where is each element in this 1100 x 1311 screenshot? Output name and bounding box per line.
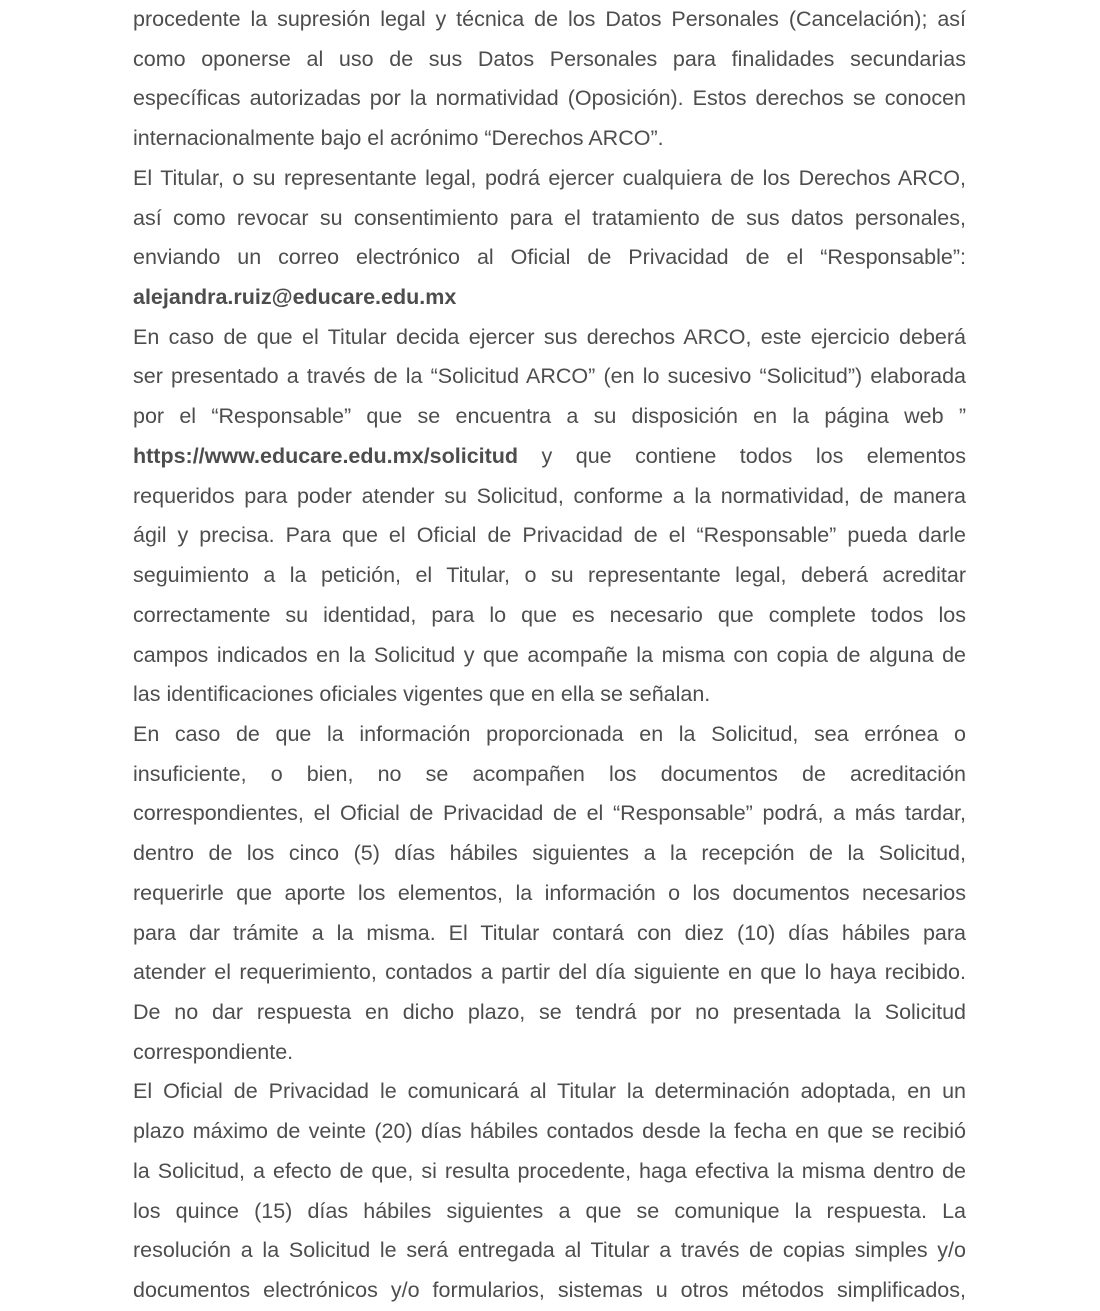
text-run: El Oficial de Privacidad le comunicará al Titular la determinación adoptada, en un <box>133 1079 966 1104</box>
text-line <box>133 357 966 397</box>
text-run: En caso de que la información proporcionada en la Solicitud, sea errónea o <box>133 721 966 746</box>
text-run: las identificaciones oficiales vigentes que en ella se señalan. <box>133 682 711 707</box>
paragraph <box>133 715 966 1072</box>
text-run: requeridos para poder atender su Solicitud, conforme a la normatividad, de manera <box>133 483 966 508</box>
paragraph <box>133 159 966 318</box>
text-line <box>133 159 966 199</box>
text-line <box>133 1112 966 1152</box>
text-run: para dar trámite a la misma. El Titular contará con diez (10) días hábiles para <box>133 920 966 945</box>
text-run: la Solicitud, a efecto de que, si resulta procedente, haga efectiva la misma dentro de <box>133 1158 966 1183</box>
text-run: campos indicados en la Solicitud y que acompañe la misma con copia de alguna de <box>133 642 966 667</box>
text-run: De no dar respuesta en dicho plazo, se tendrá por no presentada la Solicitud <box>133 999 966 1024</box>
text-line <box>133 437 966 477</box>
text-run: así como revocar su consentimiento para el tratamiento de sus datos personales, <box>133 205 966 230</box>
text-line <box>133 993 966 1033</box>
text-line <box>133 755 966 795</box>
text-run: dentro de los cinco (5) días hábiles siguientes a la recepción de la Solicitud, <box>133 841 966 866</box>
text-line <box>133 79 966 119</box>
text-line <box>133 238 966 278</box>
text-line <box>133 1033 966 1073</box>
text-run: correctamente su identidad, para lo que es necesario que complete todos los <box>133 602 966 627</box>
text-line <box>133 596 966 636</box>
text-run: enviando un correo electrónico al Oficial de Privacidad de el “Responsable”: <box>133 245 966 270</box>
text-line <box>133 516 966 556</box>
text-run: como oponerse al uso de sus Datos Personales para finalidades secundarias <box>133 46 966 71</box>
text-line <box>133 636 966 676</box>
text-line <box>133 834 966 874</box>
text-run: correspondientes, el Oficial de Privacidad de el “Responsable” podrá, a más tardar, <box>133 801 966 826</box>
text-run: por el “Responsable” que se encuentra a su disposición en la página web ” <box>133 404 966 429</box>
text-run: insuficiente, o bien, no se acompañen los documentos de acreditación <box>133 761 966 786</box>
text-line <box>133 953 966 993</box>
text-run: los quince (15) días hábiles siguientes a que se comunique la respuesta. La <box>133 1198 966 1223</box>
text-run: y que contiene todos los elementos <box>518 443 966 468</box>
text-run: resolución a la Solicitud le será entregada al Titular a través de copias simples y/o <box>133 1238 966 1263</box>
text-line <box>133 199 966 239</box>
text-line <box>133 715 966 755</box>
text-run: plazo máximo de veinte (20) días hábiles contados desde la fecha en que se recibió <box>133 1119 966 1144</box>
text-run: ser presentado a través de la “Solicitud ARCO” (en lo sucesivo “Solicitud”) elaborada <box>133 364 966 389</box>
text-line <box>133 1231 966 1271</box>
text-run: ágil y precisa. Para que el Oficial de Privacidad de el “Responsable” pueda darle <box>133 523 966 548</box>
text-run: atender el requerimiento, contados a partir del día siguiente en que lo haya recibido. <box>133 960 966 985</box>
text-line <box>133 1192 966 1232</box>
text-run: internacionalmente bajo el acrónimo “Derechos ARCO”. <box>133 126 664 151</box>
text-line <box>133 1072 966 1112</box>
text-line <box>133 0 966 40</box>
text-run: documentos electrónicos y/o formularios, sistemas u otros métodos simplificados, <box>133 1278 966 1302</box>
text-line <box>133 40 966 80</box>
text-line <box>133 119 966 159</box>
text-run: El Titular, o su representante legal, podrá ejercer cualquiera de los Derechos ARCO, <box>133 165 966 190</box>
text-line <box>133 675 966 715</box>
text-run: seguimiento a la petición, el Titular, o su representante legal, deberá acreditar <box>133 563 966 588</box>
url-text: https://www.educare.edu.mx/solicitud <box>133 443 519 468</box>
paragraph <box>133 0 966 159</box>
text-line <box>133 874 966 914</box>
paragraph <box>133 318 966 715</box>
paragraph <box>133 1072 966 1310</box>
text-line <box>133 278 966 318</box>
text-run: requerirle que aporte los elementos, la información o los documentos necesarios <box>133 880 966 905</box>
text-line <box>133 556 966 596</box>
text-run: específicas autorizadas por la normatividad (Oposición). Estos derechos se conocen <box>133 86 966 111</box>
email-text: alejandra.ruiz@educare.edu.mx <box>133 285 457 310</box>
text-line <box>133 397 966 437</box>
text-run: correspondiente. <box>133 1039 294 1064</box>
document-text <box>133 0 966 1311</box>
text-run: procedente la supresión legal y técnica de los Datos Personales (Cancelación); así <box>133 7 966 31</box>
text-line <box>133 477 966 517</box>
text-line <box>133 1152 966 1192</box>
text-line <box>133 1271 966 1311</box>
text-line <box>133 914 966 954</box>
text-line <box>133 794 966 834</box>
text-run: En caso de que el Titular decida ejercer sus derechos ARCO, este ejercicio deberá <box>133 324 966 349</box>
text-line <box>133 318 966 358</box>
